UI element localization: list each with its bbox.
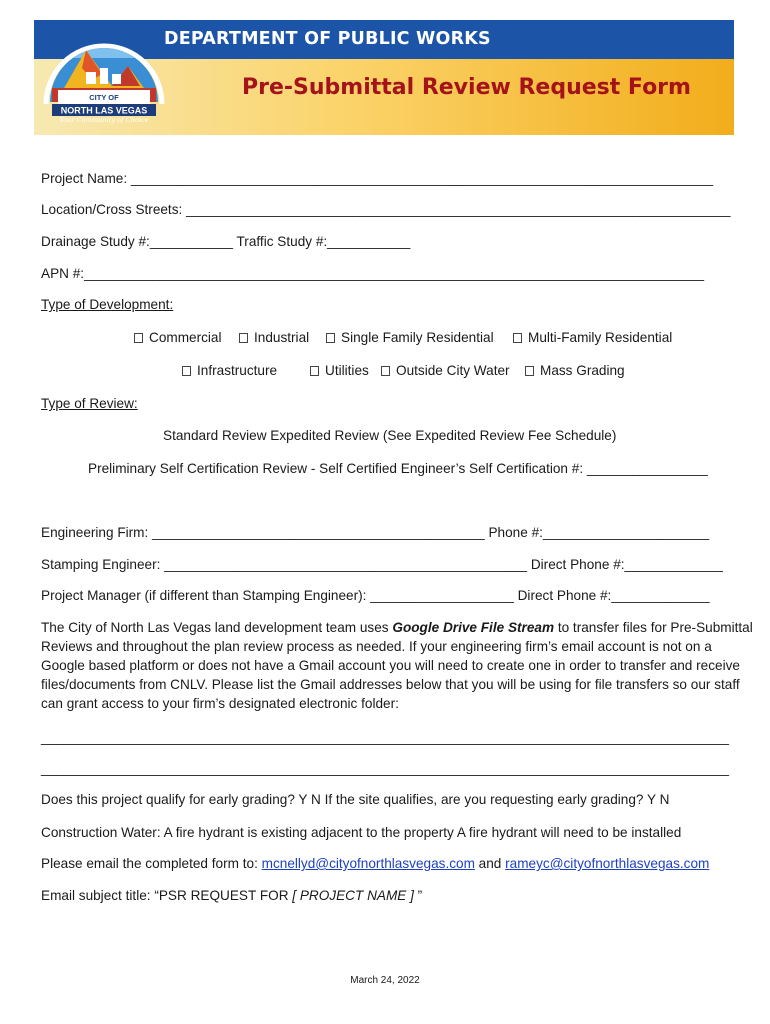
paragraph-line3: Google based platform or does not have a Gmail account you will need to create one in order to transfer and receive <box>41 658 740 673</box>
header-banner <box>34 20 734 135</box>
option-commercial[interactable]: Commercial <box>134 329 222 346</box>
subject-placeholder: [ PROJECT NAME ] <box>292 888 414 903</box>
self-certification-review[interactable]: Preliminary Self Certification Review - Self Certified Engineer’s Self Certification #: ________________ <box>88 461 708 476</box>
project-name-field[interactable]: Project Name: _____________________________________________________________________________ <box>41 171 714 186</box>
construction-water-question[interactable]: Construction Water: A fire hydrant is existing adjacent to the property A fire hydrant will need to be installed <box>41 825 682 840</box>
paragraph-line2: Reviews and throughout the plan review process as needed. If your engineering firm’s email account is not on a <box>41 639 712 654</box>
option-multi-family[interactable]: Multi-Family Residential <box>513 329 672 346</box>
logo-line2: NORTH LAS VEGAS <box>60 105 148 116</box>
checkbox-icon[interactable] <box>525 366 534 376</box>
city-logo <box>42 28 166 135</box>
review-heading: Type of Review: <box>41 396 138 411</box>
email-link-1[interactable]: mcnellyd@cityofnorthlasvegas.com <box>261 856 475 871</box>
form-title: Pre-Submittal Review Request Form <box>242 75 691 100</box>
checkbox-icon[interactable] <box>381 366 390 376</box>
engineering-firm-field[interactable]: Engineering Firm: ____________________________________________ Phone #:______________________ <box>41 525 710 540</box>
checkbox-icon[interactable] <box>513 333 522 343</box>
apn-field[interactable]: APN #:__________________________________________________________________________________ <box>41 266 705 281</box>
footer-date: March 24, 2022 <box>350 975 420 986</box>
drainage-traffic-field[interactable]: Drainage Study #:___________ Traffic Study #:___________ <box>41 234 411 249</box>
option-utilities[interactable]: Utilities <box>310 362 369 379</box>
option-outside-city-water[interactable]: Outside City Water <box>381 362 510 379</box>
location-field[interactable]: Location/Cross Streets: ________________________________________________________________________ <box>41 202 731 217</box>
development-heading: Type of Development: <box>41 297 174 312</box>
gmail-line[interactable]: ___________________________________________________________________________________________ <box>41 730 729 745</box>
review-options[interactable]: Standard Review Expedited Review (See Expedited Review Fee Schedule) <box>163 428 617 443</box>
early-grading-question[interactable]: Does this project qualify for early grading? Y N If the site qualifies, are you requesting early grading? Y N <box>41 792 670 807</box>
logo-motto: Your Community of Choice <box>59 116 149 124</box>
option-industrial[interactable]: Industrial <box>239 329 309 346</box>
project-manager-field[interactable]: Project Manager (if different than Stamping Engineer): ___________________ Direct Phone #:_____________ <box>41 588 710 603</box>
checkbox-icon[interactable] <box>326 333 335 343</box>
checkbox-icon[interactable] <box>182 366 191 376</box>
paragraph-line1: The City of North Las Vegas land development team uses Google Drive File Stream to transfer files for Pre-Submittal <box>41 620 753 635</box>
logo-line1: CITY OF <box>89 93 119 102</box>
paragraph-line5: can grant access to your firm’s designated electronic folder: <box>41 696 399 711</box>
checkbox-icon[interactable] <box>310 366 319 376</box>
email-link-2[interactable]: rameyc@cityofnorthlasvegas.com <box>505 856 710 871</box>
paragraph-line4: files/documents from CNLV. Please list the Gmail addresses below that you will be using for file transfers so our staff <box>41 677 740 692</box>
option-infrastructure[interactable]: Infrastructure <box>182 362 277 379</box>
department-title: DEPARTMENT OF PUBLIC WORKS <box>164 29 491 49</box>
gmail-line[interactable]: ___________________________________________________________________________________________ <box>41 761 729 776</box>
option-single-family[interactable]: Single Family Residential <box>326 329 494 346</box>
checkbox-icon[interactable] <box>239 333 248 343</box>
email-instructions: Please email the completed form to: mcnellyd@cityofnorthlasvegas.com and rameyc@cityofnorthlasvegas.com <box>41 856 710 871</box>
checkbox-icon[interactable] <box>134 333 143 343</box>
option-mass-grading[interactable]: Mass Grading <box>525 362 625 379</box>
stamping-engineer-field[interactable]: Stamping Engineer: ________________________________________________ Direct Phone #:_____________ <box>41 557 723 572</box>
email-subject-line: Email subject title: “PSR REQUEST FOR [ PROJECT NAME ] ” <box>41 888 423 903</box>
paragraph-emphasis: Google Drive File Stream <box>392 620 555 635</box>
